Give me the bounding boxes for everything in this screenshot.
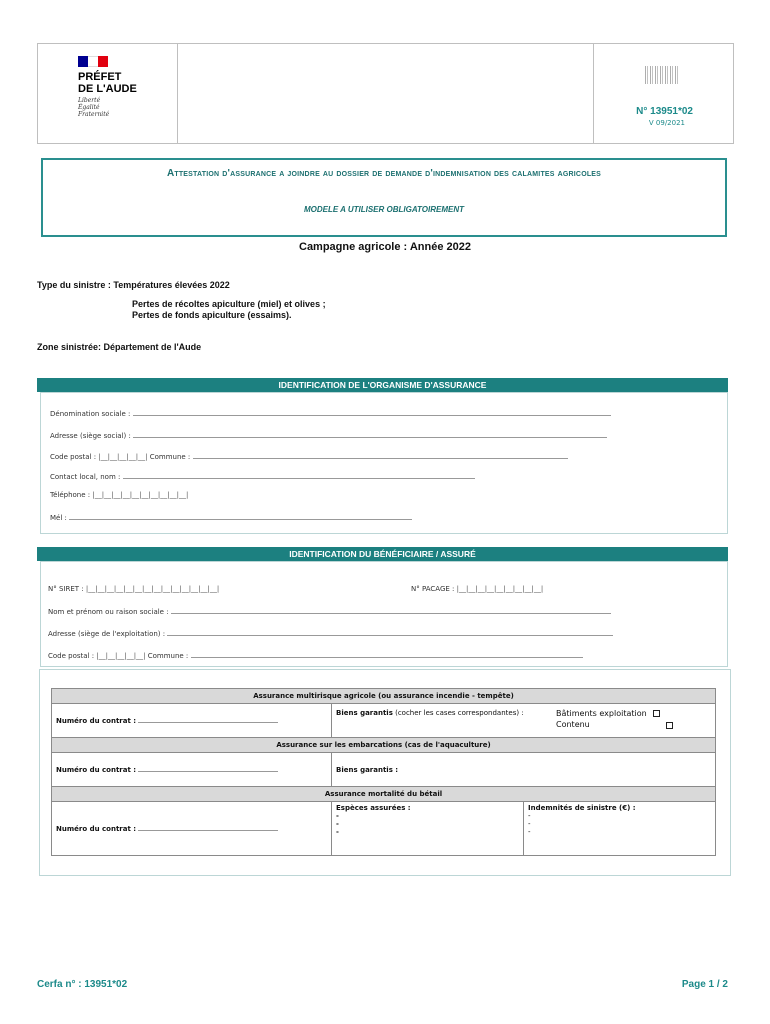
- contrat-label: Numéro du contrat :: [56, 717, 137, 725]
- pacage-field[interactable]: [411, 585, 543, 593]
- footer-page-number: Page 1 / 2: [681, 979, 728, 990]
- campagne-heading: Campagne agricole : Année 2022: [299, 241, 471, 253]
- nom-label: Nom et prénom ou raison sociale :: [48, 608, 169, 616]
- commune-beneficiaire-label: Commune :: [147, 652, 189, 660]
- contenu-checkbox[interactable]: [666, 722, 673, 729]
- prefet-title: PRÉFET DE L'AUDE: [78, 71, 137, 95]
- mortalite-header: Assurance mortalité du bétail: [52, 787, 716, 802]
- especes-dash-2: -: [336, 820, 339, 828]
- embarcations-header: Assurance sur les embarcations (cas de l'aquaculture): [52, 738, 716, 753]
- adresse-organisme-label: Adresse (siège social) :: [50, 432, 131, 440]
- document-subtitle: MODELE A UTILISER OBLIGATOIREMENT: [304, 205, 464, 214]
- document-title: Attestation d'assurance a joindre au dossier de demande d'indemnisation des calamites agricoles: [166, 168, 602, 179]
- pacage-boxes[interactable]: |__|__|__|__|__|__|__|__|__|: [456, 585, 544, 593]
- zone-sinistree: [37, 342, 201, 352]
- contact-label: Contact local, nom :: [50, 473, 121, 481]
- contrat-label: Numéro du contrat :: [56, 825, 137, 833]
- multirisque-contrat-cell[interactable]: [52, 704, 332, 738]
- especes-dash-3: -: [336, 828, 339, 836]
- contrat-line[interactable]: [138, 824, 278, 831]
- code-postal-beneficiaire-label: Code postal :: [48, 652, 95, 660]
- contenu-label: Contenu: [556, 720, 590, 729]
- organisme-section-header: IDENTIFICATION DE L'ORGANISME D'ASSURANCE: [37, 378, 728, 392]
- commune-organisme-label: Commune :: [149, 453, 191, 461]
- adresse-organisme-line[interactable]: [133, 431, 607, 438]
- cocher-instruction: (cocher les cases correspondantes) :: [392, 709, 524, 717]
- embarcations-contrat-cell[interactable]: [52, 753, 332, 787]
- telephone-field[interactable]: [50, 491, 188, 499]
- mortalite-contrat-cell[interactable]: [52, 802, 332, 856]
- denomination-label: Dénomination sociale :: [50, 410, 131, 418]
- form-version: V 09/2021: [648, 119, 685, 127]
- siret-field[interactable]: [48, 585, 219, 593]
- especes-cell[interactable]: [332, 802, 524, 856]
- nom-field[interactable]: [48, 607, 611, 616]
- adresse-exploitation-field[interactable]: [48, 629, 613, 638]
- commune-organisme-line[interactable]: [193, 452, 568, 459]
- denomination-line[interactable]: [133, 409, 611, 416]
- contrat-line[interactable]: [138, 765, 278, 772]
- mel-label: Mél :: [50, 514, 67, 522]
- title-box: [41, 158, 727, 237]
- republic-motto: Liberté Égalité Fraternité: [78, 97, 110, 118]
- especes-label: Espèces assurées :: [336, 804, 411, 812]
- indemnites-dash-1: -: [528, 812, 531, 820]
- beneficiaire-section-header: IDENTIFICATION DU BÉNÉFICIAIRE / ASSURÉ: [37, 547, 728, 561]
- contrat-line[interactable]: [138, 716, 278, 723]
- indemnites-cell[interactable]: [524, 802, 716, 856]
- telephone-label: Téléphone :: [50, 491, 91, 499]
- sinistre-details: [132, 299, 326, 321]
- contact-line[interactable]: [123, 472, 475, 479]
- code-postal-organisme-boxes[interactable]: |__|__|__|__|__|: [98, 453, 148, 461]
- nom-line[interactable]: [171, 607, 611, 614]
- marianne-flag-icon: [78, 56, 108, 67]
- adresse-organisme-field[interactable]: [50, 431, 607, 440]
- adresse-exploitation-line[interactable]: [167, 629, 613, 636]
- code-postal-beneficiaire-boxes[interactable]: |__|__|__|__|__|: [96, 652, 146, 660]
- cerfa-logo-icon: [645, 66, 679, 84]
- biens-garantis-label: Biens garantis :: [336, 765, 399, 774]
- biens-garantis-label: Biens garantis: [336, 709, 393, 717]
- indemnites-label: Indemnités de sinistre (€) :: [528, 804, 636, 812]
- indemnites-dash-3: -: [528, 828, 531, 836]
- commune-beneficiaire-line[interactable]: [191, 651, 583, 658]
- sinistre-type: [37, 280, 230, 290]
- sinistre-line-2: Pertes de fonds apiculture (essaims).: [132, 310, 292, 320]
- sinistre-line-1: Pertes de récoltes apiculture (miel) et olives ;: [132, 299, 326, 309]
- siret-boxes[interactable]: |__|__|__|__|__|__|__|__|__|__|__|__|__|__|: [85, 585, 220, 593]
- footer-cerfa: Cerfa n° : 13951*02: [37, 979, 128, 990]
- siret-label: N° SIRET :: [48, 585, 84, 593]
- header-box: [37, 43, 734, 144]
- contact-field[interactable]: [50, 472, 475, 481]
- logo-area: [38, 44, 178, 143]
- pacage-label: N° PACAGE :: [411, 585, 455, 593]
- sinistre-label: Type du sinistre :: [37, 280, 114, 290]
- zone-label: Zone sinistrée:: [37, 342, 104, 352]
- contrat-label: Numéro du contrat :: [56, 766, 137, 774]
- code-postal-organisme-label: Code postal :: [50, 453, 97, 461]
- zone-value: Département de l'Aude: [103, 342, 202, 352]
- cerfa-number: N° 13951*02: [636, 106, 693, 117]
- code-postal-organisme-field[interactable]: [50, 452, 568, 461]
- sinistre-value: Températures élevées 2022: [113, 280, 230, 290]
- embarcations-biens-cell[interactable]: [332, 753, 716, 787]
- adresse-exploitation-label: Adresse (siège de l'exploitation) :: [48, 630, 166, 638]
- assurances-table: [51, 688, 716, 856]
- especes-dash-1: -: [336, 812, 339, 820]
- batiments-label: Bâtiments exploitation: [556, 709, 647, 718]
- telephone-boxes[interactable]: |__|__|__|__|__|__|__|__|__|__|: [92, 491, 189, 499]
- code-postal-beneficiaire-field[interactable]: [48, 651, 583, 660]
- denomination-field[interactable]: [50, 409, 611, 418]
- batiments-checkbox[interactable]: [653, 710, 660, 717]
- biens-garantis-cell: [332, 704, 716, 738]
- cerfa-area: [593, 44, 733, 143]
- batiments-option[interactable]: [556, 709, 660, 718]
- multirisque-header: Assurance multirisque agricole (ou assurance incendie - tempête): [52, 689, 716, 704]
- contenu-option[interactable]: [556, 720, 673, 729]
- mel-field[interactable]: [50, 513, 412, 522]
- indemnites-dash-2: -: [528, 820, 531, 828]
- mel-line[interactable]: [69, 513, 412, 520]
